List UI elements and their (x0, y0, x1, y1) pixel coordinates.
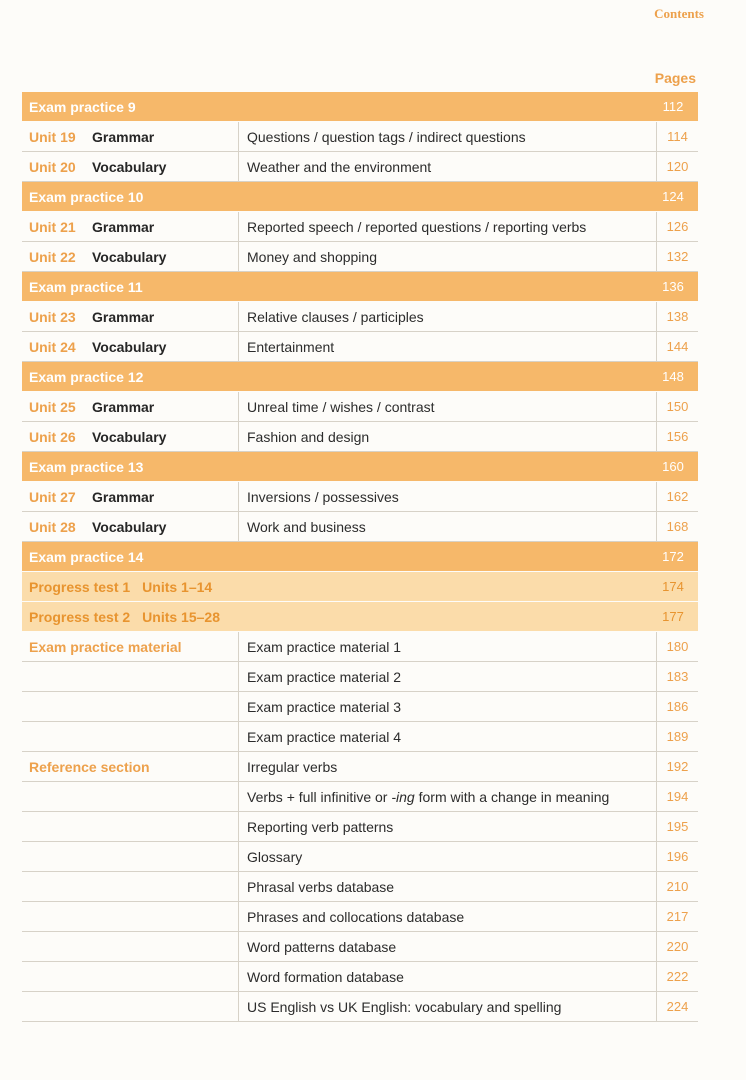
section-label (22, 812, 238, 841)
page-number: 156 (656, 422, 698, 451)
entry-title: Exam practice material 2 (238, 662, 656, 691)
progress-test-label: Progress test 2 (29, 608, 131, 625)
unit-row (22, 512, 698, 542)
unit-topic: Entertainment (238, 332, 656, 361)
page-number: 195 (656, 812, 698, 841)
exam-practice-row (22, 92, 698, 122)
unit-number: Unit 19 (29, 128, 76, 145)
unit-topic: Unreal time / wishes / contrast (238, 392, 656, 421)
exam-practice-row (22, 272, 698, 302)
page-number: 194 (656, 782, 698, 811)
section-label (22, 842, 238, 871)
page-number: 177 (662, 609, 684, 624)
reference-row (22, 962, 698, 992)
page-number: 136 (662, 279, 684, 294)
page-number: 224 (656, 992, 698, 1021)
section-label (22, 662, 238, 691)
page-number: 112 (662, 99, 684, 114)
entry-text: form with a change in meaning (414, 788, 610, 805)
exam-practice-row (22, 362, 698, 392)
unit-cell (22, 482, 238, 511)
page-number: 148 (662, 369, 684, 384)
exam-practice-row (22, 182, 698, 212)
page-number: 168 (656, 512, 698, 541)
unit-topic: Fashion and design (238, 422, 656, 451)
reference-row (22, 722, 698, 752)
entry-title: Exam practice material 4 (238, 722, 656, 751)
reference-row (22, 662, 698, 692)
page-number: 120 (656, 152, 698, 181)
page-number: 192 (656, 752, 698, 781)
entry-title: Word formation database (238, 962, 656, 991)
unit-number: Unit 28 (29, 518, 76, 535)
page-number: 196 (656, 842, 698, 871)
unit-row (22, 482, 698, 512)
unit-type: Vocabulary (92, 518, 167, 535)
unit-topic: Money and shopping (238, 242, 656, 271)
unit-cell (22, 332, 238, 361)
progress-test-cell (22, 602, 652, 631)
page-number: 144 (656, 332, 698, 361)
page-number: 217 (656, 902, 698, 931)
unit-topic: Work and business (238, 512, 656, 541)
reference-row (22, 752, 698, 782)
section-title: Exam practice 14 (29, 548, 144, 565)
unit-topic: Reported speech / reported questions / reporting verbs (238, 212, 656, 241)
entry-title: Irregular verbs (238, 752, 656, 781)
page-number: 172 (662, 549, 684, 564)
unit-topic: Relative clauses / participles (238, 302, 656, 331)
section-label (22, 782, 238, 811)
section-label (22, 872, 238, 901)
unit-number: Unit 21 (29, 218, 76, 235)
page-number: 183 (656, 662, 698, 691)
page-number: 189 (656, 722, 698, 751)
section-title: Exam practice 12 (29, 368, 144, 385)
unit-number: Unit 27 (29, 488, 76, 505)
section-label (22, 902, 238, 931)
progress-test-units: Units 1–14 (142, 578, 213, 595)
reference-row (22, 992, 698, 1022)
unit-cell (22, 302, 238, 331)
page-header-title: Contents (654, 6, 704, 21)
exam-practice-row (22, 542, 698, 572)
section-label (22, 992, 238, 1021)
reference-row (22, 692, 698, 722)
page-number: 186 (656, 692, 698, 721)
section-title: Exam practice 10 (29, 188, 144, 205)
section-label (22, 932, 238, 961)
unit-cell (22, 152, 238, 181)
entry-text-italic: -ing (391, 788, 415, 805)
unit-row (22, 332, 698, 362)
page-number: 126 (656, 212, 698, 241)
page-number: 138 (656, 302, 698, 331)
unit-row (22, 422, 698, 452)
entry-text: Verbs + full infinitive or (247, 788, 392, 805)
reference-row (22, 782, 698, 812)
page-number: 124 (662, 189, 684, 204)
unit-cell (22, 422, 238, 451)
page-number: 210 (656, 872, 698, 901)
progress-test-row (22, 572, 698, 602)
unit-cell (22, 122, 238, 151)
unit-row (22, 122, 698, 152)
progress-test-label: Progress test 1 (29, 578, 131, 595)
unit-type: Grammar (92, 488, 155, 505)
unit-cell (22, 392, 238, 421)
section-label: Reference section (29, 758, 150, 775)
entry-title: US English vs UK English: vocabulary and spelling (238, 992, 656, 1021)
reference-row (22, 632, 698, 662)
contents-table (22, 92, 698, 1022)
progress-test-row (22, 602, 698, 632)
reference-row (22, 932, 698, 962)
page-number: 222 (656, 962, 698, 991)
unit-number: Unit 26 (29, 428, 76, 445)
unit-type: Grammar (92, 218, 155, 235)
reference-row (22, 812, 698, 842)
unit-number: Unit 24 (29, 338, 76, 355)
unit-type: Vocabulary (92, 158, 167, 175)
page-number: 162 (656, 482, 698, 511)
unit-type: Vocabulary (92, 248, 167, 265)
page-number: 180 (656, 632, 698, 661)
entry-title: Word patterns database (238, 932, 656, 961)
entry-title: Reporting verb patterns (238, 812, 656, 841)
unit-type: Vocabulary (92, 428, 167, 445)
unit-type: Grammar (92, 308, 155, 325)
entry-title (238, 782, 656, 811)
unit-type: Grammar (92, 128, 155, 145)
section-label (22, 962, 238, 991)
unit-row (22, 212, 698, 242)
progress-test-cell (22, 572, 652, 601)
unit-row (22, 242, 698, 272)
unit-number: Unit 22 (29, 248, 76, 265)
unit-cell (22, 212, 238, 241)
entry-title: Glossary (238, 842, 656, 871)
page-number: 132 (656, 242, 698, 271)
entry-title: Phrasal verbs database (238, 872, 656, 901)
section-title: Exam practice 9 (29, 98, 136, 115)
entry-title: Exam practice material 3 (238, 692, 656, 721)
entry-title: Exam practice material 1 (238, 632, 656, 661)
section-label (22, 722, 238, 751)
unit-type: Grammar (92, 398, 155, 415)
unit-topic: Weather and the environment (238, 152, 656, 181)
unit-number: Unit 25 (29, 398, 76, 415)
reference-row (22, 902, 698, 932)
section-title: Exam practice 11 (29, 278, 143, 295)
page-number: 174 (662, 579, 684, 594)
reference-row (22, 842, 698, 872)
page-number: 160 (662, 459, 684, 474)
unit-cell (22, 512, 238, 541)
page-number: 220 (656, 932, 698, 961)
unit-row (22, 302, 698, 332)
section-label: Exam practice material (29, 638, 182, 655)
section-label (22, 692, 238, 721)
entry-title: Phrases and collocations database (238, 902, 656, 931)
unit-topic: Inversions / possessives (238, 482, 656, 511)
unit-number: Unit 20 (29, 158, 76, 175)
page-number: 114 (656, 122, 698, 151)
unit-row (22, 392, 698, 422)
unit-row (22, 152, 698, 182)
unit-cell (22, 242, 238, 271)
section-title: Exam practice 13 (29, 458, 144, 475)
unit-type: Vocabulary (92, 338, 167, 355)
pages-column-label: Pages (654, 70, 696, 86)
reference-row (22, 872, 698, 902)
unit-number: Unit 23 (29, 308, 76, 325)
unit-topic: Questions / question tags / indirect questions (238, 122, 656, 151)
exam-practice-row (22, 452, 698, 482)
progress-test-units: Units 15–28 (142, 608, 220, 625)
page-number: 150 (656, 392, 698, 421)
